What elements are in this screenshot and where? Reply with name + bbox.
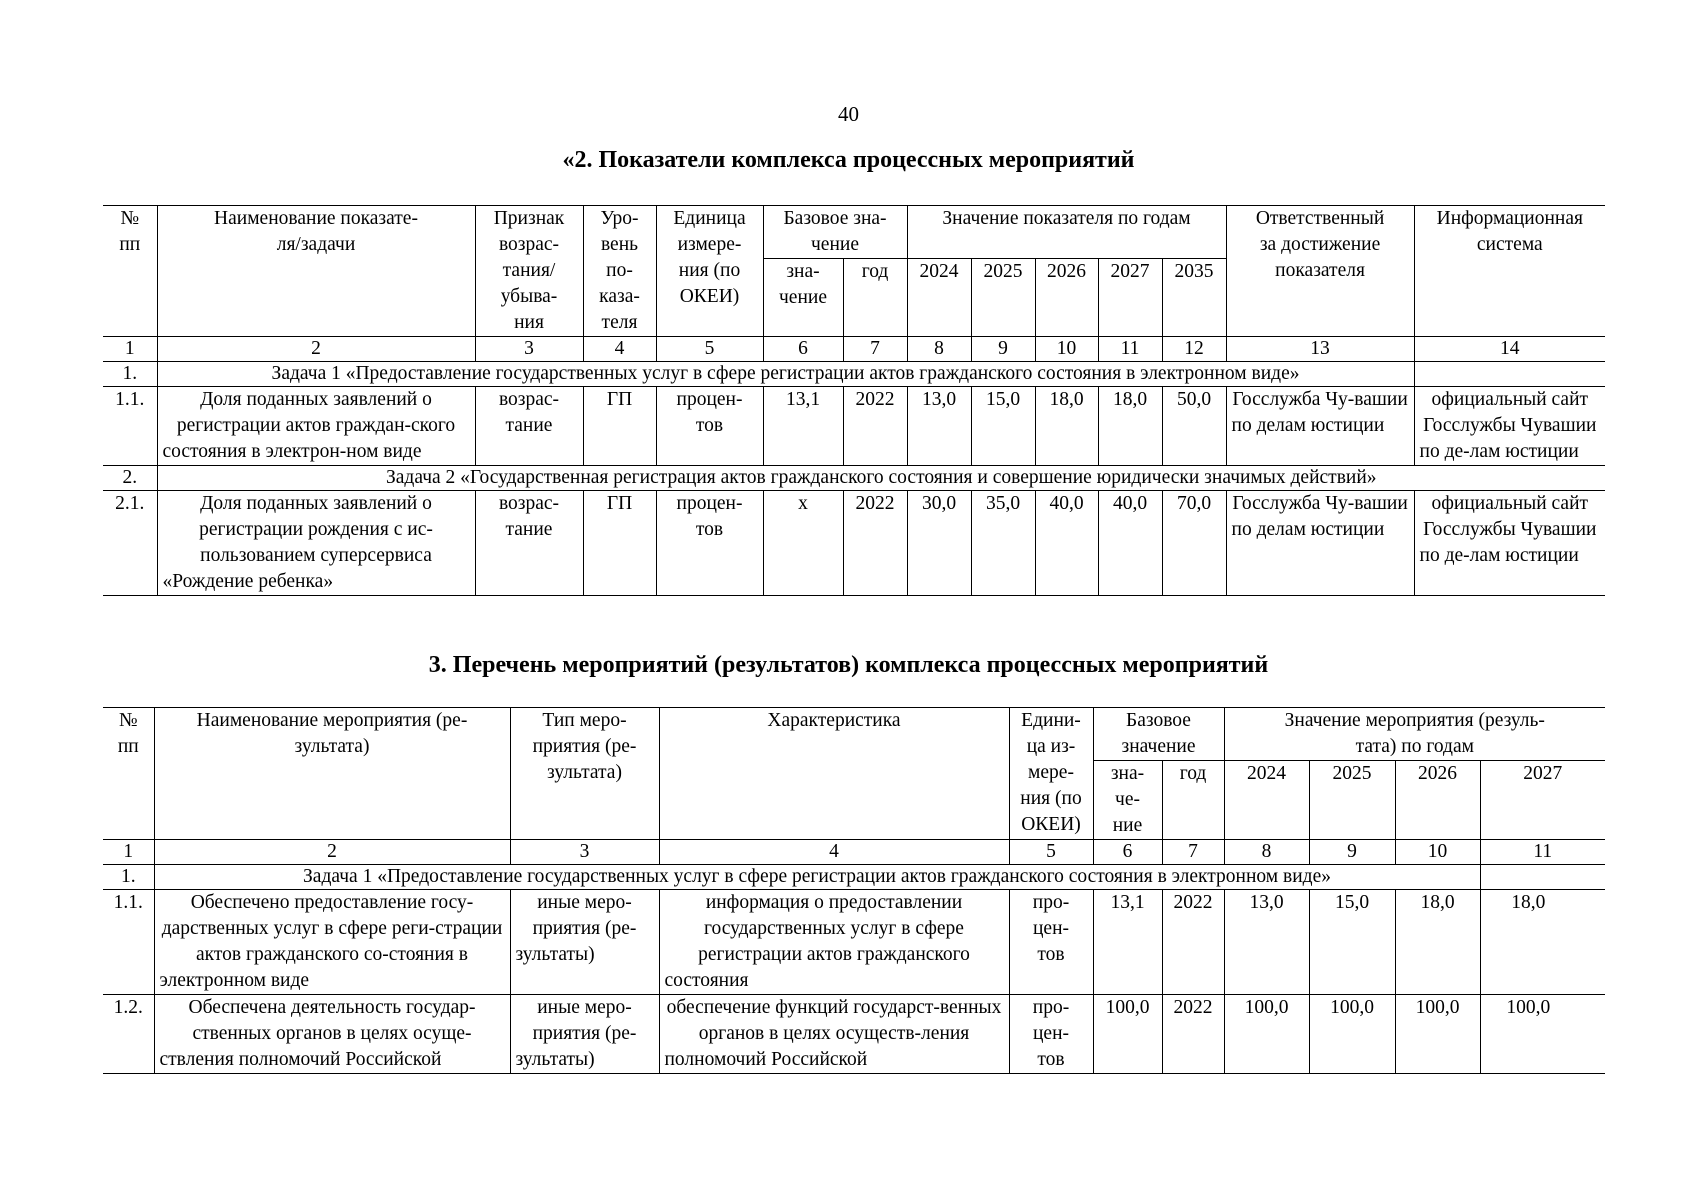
col-index: 10 [1395,840,1480,865]
header-year: 2025 [1309,761,1395,840]
indicator-base-value: 13,1 [763,387,843,466]
header-year: 2035 [1162,259,1226,337]
event-base-value: 13,1 [1093,890,1162,995]
col-index: 10 [1035,337,1098,362]
col-index: 3 [475,337,583,362]
header-year: 2026 [1395,761,1480,840]
col-index: 2 [154,840,510,865]
event-unit: про- цен- тов [1009,890,1093,995]
header-characteristic: Характеристика [659,708,1009,840]
event-name: Обеспечена деятельность государ-ственных органов в целях осуще-ствления полномочий Российской [154,995,510,1074]
section-2-title: «2. Показатели комплекса процессных мероприятий [562,147,1135,173]
event-unit: про- цен- тов [1009,995,1093,1074]
col-index: 8 [907,337,971,362]
event-type: иные меро-приятия (ре-зультаты) [510,890,659,995]
indicator-value: 30,0 [907,491,971,596]
row-num: 1.1. [103,387,157,466]
indicator-value: 40,0 [1035,491,1098,596]
header-row [103,206,1605,259]
event-value: 100,0 [1224,995,1309,1074]
indicator-value: 50,0 [1162,387,1226,466]
col-index: 2 [157,337,475,362]
col-index: 7 [1162,840,1224,865]
col-index: 9 [1309,840,1395,865]
row-num: 1.1. [103,890,154,995]
col-index: 4 [659,840,1009,865]
header-year: 2024 [1224,761,1309,840]
col-index: 4 [583,337,656,362]
event-value: 13,0 [1224,890,1309,995]
indicator-system: официальный сайт Госслужбы Чувашии по де-лам юстиции [1414,491,1605,596]
col-index: 5 [656,337,763,362]
task-num: 1. [103,362,157,387]
indicator-level: ГП [583,387,656,466]
indicator-base-year: 2022 [843,491,907,596]
indicator-value: 15,0 [971,387,1035,466]
header-level: Уро- вень по- каза- теля [583,206,656,337]
indicator-value: 18,0 [1098,387,1162,466]
task-text: Задача 1 «Предоставление государственных услуг в сфере регистрации актов гражданского состояния в электронном виде» [154,865,1480,890]
task-num: 2. [103,466,157,491]
event-name: Обеспечено предоставление госу-дарственных услуг в сфере реги-страции актов гражданского со-стояния в электронном виде [154,890,510,995]
row-num: 1.2. [103,995,154,1074]
header-base: Базовое значение [1093,708,1224,761]
event-value: 100,0 [1309,995,1395,1074]
header-type: Тип меро- приятия (ре- зультата) [510,708,659,840]
header-unit: Единица измере- ния (по ОКЕИ) [656,206,763,337]
indicator-value: 18,0 [1035,387,1098,466]
task-empty-cell [1414,362,1605,387]
col-index: 13 [1226,337,1414,362]
event-value: 18,0 [1480,890,1605,995]
header-base-year: год [1162,761,1224,840]
indicator-responsible: Госслужба Чу-вашии по делам юстиции [1226,491,1414,596]
column-index-row [103,337,1605,362]
events-table [103,707,1605,1074]
task-empty-cell [1480,865,1605,890]
event-row [103,995,1605,1074]
event-row [103,890,1605,995]
header-responsible: Ответственный за достижение показателя [1226,206,1414,337]
col-index: 1 [103,840,154,865]
event-value: 18,0 [1395,890,1480,995]
header-name: Наименование мероприятия (ре- зультата) [154,708,510,840]
header-year: 2027 [1098,259,1162,337]
indicator-value: 70,0 [1162,491,1226,596]
event-value: 100,0 [1480,995,1605,1074]
header-base: Базовое зна- чение [763,206,907,259]
col-index: 11 [1098,337,1162,362]
indicator-base-year: 2022 [843,387,907,466]
col-index: 1 [103,337,157,362]
indicator-unit: процен- тов [656,387,763,466]
col-index: 5 [1009,840,1093,865]
event-value: 100,0 [1395,995,1480,1074]
indicator-value: 35,0 [971,491,1035,596]
col-index: 6 [1093,840,1162,865]
task-row [103,865,1605,890]
task-row [103,362,1605,387]
col-index: 8 [1224,840,1309,865]
header-num: № пп [103,206,157,337]
col-index: 14 [1414,337,1605,362]
column-index-row [103,840,1605,865]
col-index: 11 [1480,840,1605,865]
header-years-title: Значение мероприятия (резуль- тата) по годам [1224,708,1605,761]
header-unit: Едини- ца из- мере- ния (по ОКЕИ) [1009,708,1093,840]
header-year: 2025 [971,259,1035,337]
indicator-sign: возрас- тание [475,491,583,596]
indicators-table [103,205,1605,596]
header-year: 2026 [1035,259,1098,337]
event-base-year: 2022 [1162,995,1224,1074]
header-system: Информационная система [1414,206,1605,337]
indicator-level: ГП [583,491,656,596]
event-base-year: 2022 [1162,890,1224,995]
page-number: 40 [838,102,859,126]
section-3-title: 3. Перечень мероприятий (результатов) комплекса процессных мероприятий [428,652,1269,678]
event-type: иные меро-приятия (ре-зультаты) [510,995,659,1074]
event-characteristic: информация о предоставлении государственных услуг в сфере регистрации актов гражданского состояния [659,890,1009,995]
indicator-responsible: Госслужба Чу-вашии по делам юстиции [1226,387,1414,466]
event-characteristic: обеспечение функций государст-венных органов в целях осуществ-ления полномочий Российской [659,995,1009,1074]
header-base-year: год [843,259,907,337]
row-num: 2.1. [103,491,157,596]
header-year: 2024 [907,259,971,337]
indicator-base-value: х [763,491,843,596]
indicator-row [103,491,1605,596]
event-value: 15,0 [1309,890,1395,995]
header-row [103,708,1605,761]
indicator-name: Доля поданных заявлений о регистрации актов граждан-ского состояния в электрон-ном виде [157,387,475,466]
indicator-row [103,387,1605,466]
indicator-value: 40,0 [1098,491,1162,596]
header-base-value: зна- че- ние [1093,761,1162,840]
col-index: 6 [763,337,843,362]
task-row [103,466,1605,491]
col-index: 3 [510,840,659,865]
header-num: № пп [103,708,154,840]
col-index: 12 [1162,337,1226,362]
task-num: 1. [103,865,154,890]
header-years-title: Значение показателя по годам [907,206,1226,259]
indicator-unit: процен- тов [656,491,763,596]
task-text: Задача 2 «Государственная регистрация актов гражданского состояния и совершение юридически значимых действий» [157,466,1605,491]
header-year: 2027 [1480,761,1605,840]
indicator-sign: возрас- тание [475,387,583,466]
col-index: 7 [843,337,907,362]
indicator-system: официальный сайт Госслужбы Чувашии по де-лам юстиции [1414,387,1605,466]
indicator-name: Доля поданных заявлений о регистрации рождения с ис-пользованием суперсервиса «Рождение ребенка» [157,491,475,596]
header-name: Наименование показате- ля/задачи [157,206,475,337]
task-text: Задача 1 «Предоставление государственных услуг в сфере регистрации актов гражданского состояния в электронном виде» [157,362,1414,387]
header-base-value: зна- чение [763,259,843,337]
indicator-value: 13,0 [907,387,971,466]
header-sign: Признак возрас- тания/ убыва- ния [475,206,583,337]
col-index: 9 [971,337,1035,362]
event-base-value: 100,0 [1093,995,1162,1074]
